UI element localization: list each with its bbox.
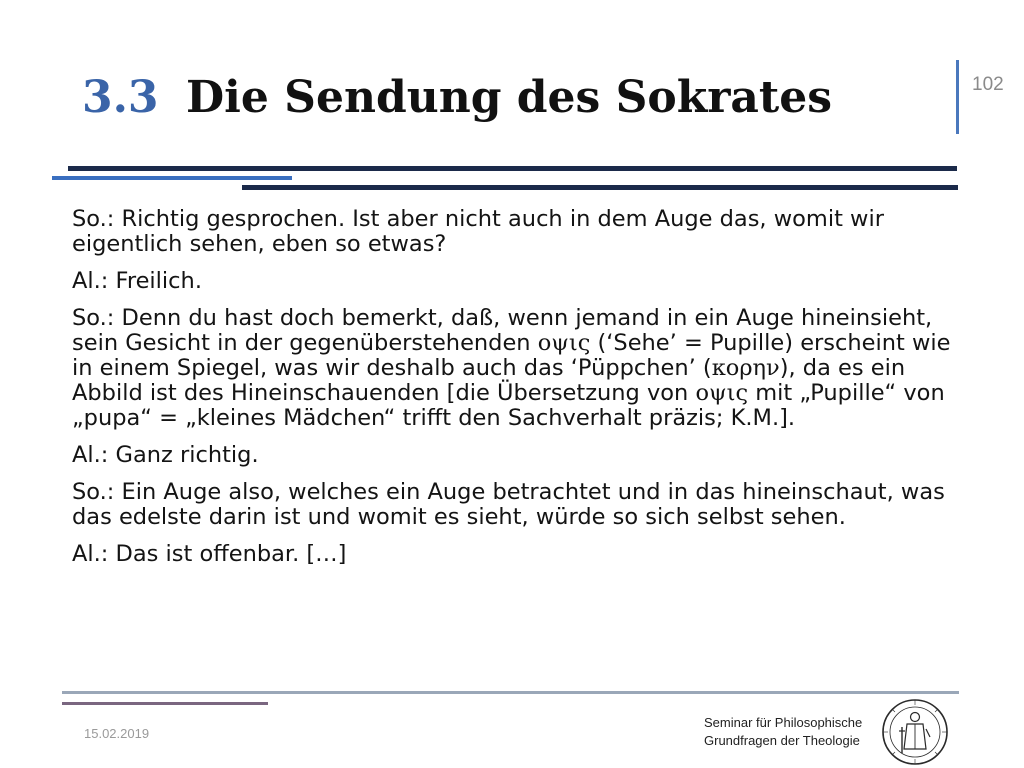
institute-line-1: Seminar für Philosophische — [704, 715, 863, 730]
greek-word-opsis-2: οψις — [695, 380, 749, 406]
footer-rule-accent — [62, 702, 268, 705]
title-text: Die Sendung des Sokrates — [186, 72, 833, 123]
paragraph-3-part-b: (‘Sehe’ = Pupille) erscheint wie in einem Spiegel, was wir deshalb auch das ‘Püppchen’ ( — [72, 330, 951, 381]
header-rule-accent — [52, 176, 292, 180]
paragraph-5: So.: Ein Auge also, welches ein Auge betrachtet und in das hineinschaut, was das edelste darin ist und womit es sieht, würde so sich selbst sehen. — [72, 479, 945, 530]
greek-word-kore: κορην — [711, 355, 780, 381]
header-rule-bottom — [242, 185, 958, 190]
paragraph-3-part-c: ), da es ein Abbild ist des Hineinschauenden [die Übersetzung von — [72, 355, 906, 406]
university-seal-icon — [880, 697, 950, 767]
section-number: 3.3 — [82, 72, 159, 123]
page-number: 102 — [972, 74, 1004, 95]
header-rule-top — [68, 166, 957, 171]
footer-institute — [704, 714, 862, 750]
slide-title — [82, 68, 832, 128]
paragraph-2: Al.: Freilich. — [72, 268, 202, 294]
paragraph-3-part-d: mit „Pupille“ von „pupa“ = „kleines Mädchen“ trifft den Sachverhalt präzis; K.M.]. — [72, 380, 945, 431]
greek-word-opsis: οψις — [537, 330, 591, 356]
paragraph-3 — [72, 306, 952, 431]
footer-rule — [62, 691, 959, 694]
slide-body — [72, 207, 952, 579]
footer-date: 15.02.2019 — [84, 726, 150, 741]
paragraph-6: Al.: Das ist offenbar. […] — [72, 541, 347, 567]
paragraph-1: So.: Richtig gesprochen. Ist aber nicht auch in dem Auge das, womit wir eigentlich sehen, eben so etwas? — [72, 206, 884, 257]
paragraph-4: Al.: Ganz richtig. — [72, 442, 259, 468]
institute-line-2: Grundfragen der Theologie — [704, 733, 860, 748]
page-number-divider — [956, 60, 959, 134]
paragraph-3-part-a: So.: Denn du hast doch bemerkt, daß, wenn jemand in ein Auge hineinsieht, sein Gesicht in der gegenüberstehenden — [72, 305, 933, 356]
